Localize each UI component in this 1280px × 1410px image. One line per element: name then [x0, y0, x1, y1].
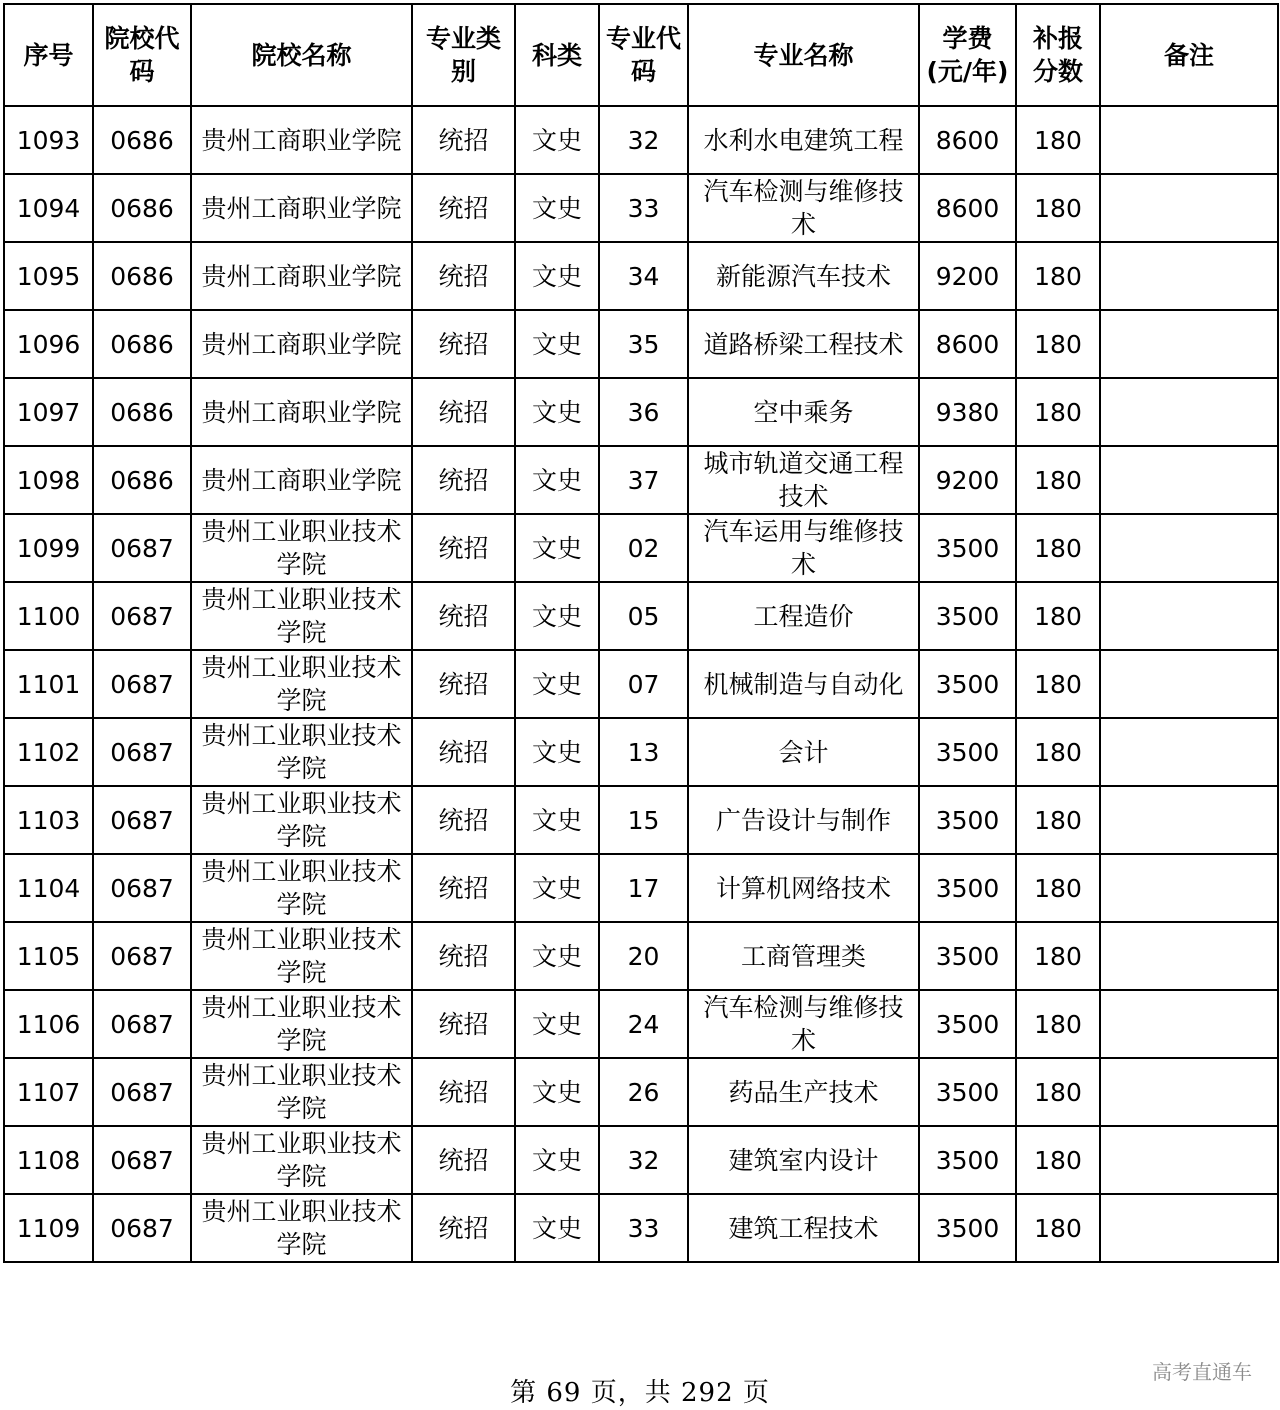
cell-remarks: [1100, 990, 1278, 1058]
cell-serial: 1107: [4, 1058, 93, 1126]
cell-major-code: 24: [599, 990, 688, 1058]
cell-tuition: 3500: [919, 1058, 1016, 1126]
cell-major-category: 统招: [412, 786, 515, 854]
cell-score: 180: [1016, 582, 1100, 650]
table-row: [4, 582, 1278, 650]
table-row: [4, 718, 1278, 786]
cell-major-code: 32: [599, 1126, 688, 1194]
cell-subject-type: 文史: [515, 922, 599, 990]
cell-score: 180: [1016, 786, 1100, 854]
cell-tuition: 8600: [919, 106, 1016, 174]
col-header-subject-type: 科类: [515, 4, 599, 106]
cell-major-code: 33: [599, 1194, 688, 1262]
cell-school-name: 贵州工业职业技术学院: [191, 514, 412, 582]
cell-major-category: 统招: [412, 1194, 515, 1262]
cell-major-code: 07: [599, 650, 688, 718]
cell-major-category: 统招: [412, 378, 515, 446]
cell-school-code: 0687: [93, 1194, 191, 1262]
cell-tuition: 3500: [919, 582, 1016, 650]
cell-remarks: [1100, 786, 1278, 854]
cell-serial: 1097: [4, 378, 93, 446]
cell-tuition: 3500: [919, 786, 1016, 854]
cell-major-code: 13: [599, 718, 688, 786]
cell-school-code: 0687: [93, 854, 191, 922]
cell-remarks: [1100, 1126, 1278, 1194]
cell-remarks: [1100, 1058, 1278, 1126]
admission-table: [3, 3, 1279, 1263]
cell-major-name: 建筑工程技术: [688, 1194, 919, 1262]
cell-subject-type: 文史: [515, 854, 599, 922]
col-header-school-name: 院校名称: [191, 4, 412, 106]
cell-score: 180: [1016, 514, 1100, 582]
cell-major-code: 33: [599, 174, 688, 242]
cell-major-code: 35: [599, 310, 688, 378]
cell-major-name: 水利水电建筑工程: [688, 106, 919, 174]
cell-serial: 1098: [4, 446, 93, 514]
cell-major-name: 计算机网络技术: [688, 854, 919, 922]
cell-major-code: 37: [599, 446, 688, 514]
table-row: [4, 650, 1278, 718]
cell-remarks: [1100, 514, 1278, 582]
table-row: [4, 310, 1278, 378]
cell-score: 180: [1016, 174, 1100, 242]
cell-score: 180: [1016, 106, 1100, 174]
cell-major-category: 统招: [412, 718, 515, 786]
cell-school-name: 贵州工商职业学院: [191, 446, 412, 514]
cell-school-name: 贵州工商职业学院: [191, 174, 412, 242]
cell-major-category: 统招: [412, 174, 515, 242]
col-header-tuition: 学费(元/年): [919, 4, 1016, 106]
cell-school-name: 贵州工业职业技术学院: [191, 1194, 412, 1262]
cell-school-code: 0687: [93, 1126, 191, 1194]
cell-remarks: [1100, 242, 1278, 310]
cell-subject-type: 文史: [515, 174, 599, 242]
cell-major-name: 空中乘务: [688, 378, 919, 446]
cell-major-code: 15: [599, 786, 688, 854]
cell-score: 180: [1016, 310, 1100, 378]
cell-subject-type: 文史: [515, 106, 599, 174]
cell-remarks: [1100, 718, 1278, 786]
cell-major-name: 工商管理类: [688, 922, 919, 990]
table-row: [4, 990, 1278, 1058]
cell-major-code: 32: [599, 106, 688, 174]
cell-major-category: 统招: [412, 1126, 515, 1194]
cell-tuition: 9200: [919, 242, 1016, 310]
cell-major-category: 统招: [412, 582, 515, 650]
cell-score: 180: [1016, 854, 1100, 922]
col-header-major-category: 专业类别: [412, 4, 515, 106]
cell-score: 180: [1016, 378, 1100, 446]
cell-school-code: 0687: [93, 990, 191, 1058]
cell-school-name: 贵州工业职业技术学院: [191, 718, 412, 786]
cell-school-name: 贵州工业职业技术学院: [191, 990, 412, 1058]
cell-remarks: [1100, 922, 1278, 990]
cell-tuition: 3500: [919, 718, 1016, 786]
cell-school-code: 0687: [93, 514, 191, 582]
cell-subject-type: 文史: [515, 786, 599, 854]
cell-remarks: [1100, 378, 1278, 446]
cell-major-category: 统招: [412, 1058, 515, 1126]
cell-school-name: 贵州工业职业技术学院: [191, 650, 412, 718]
watermark-text: 高考直通车: [1152, 1360, 1252, 1384]
cell-score: 180: [1016, 446, 1100, 514]
cell-school-code: 0686: [93, 242, 191, 310]
cell-school-name: 贵州工商职业学院: [191, 106, 412, 174]
table-row: [4, 922, 1278, 990]
cell-school-code: 0687: [93, 786, 191, 854]
cell-major-name: 广告设计与制作: [688, 786, 919, 854]
cell-major-name: 汽车运用与维修技术: [688, 514, 919, 582]
cell-serial: 1109: [4, 1194, 93, 1262]
cell-school-code: 0687: [93, 1058, 191, 1126]
cell-major-category: 统招: [412, 242, 515, 310]
cell-score: 180: [1016, 650, 1100, 718]
col-header-remarks: 备注: [1100, 4, 1278, 106]
cell-subject-type: 文史: [515, 718, 599, 786]
cell-major-name: 新能源汽车技术: [688, 242, 919, 310]
cell-remarks: [1100, 854, 1278, 922]
cell-score: 180: [1016, 718, 1100, 786]
cell-subject-type: 文史: [515, 1126, 599, 1194]
cell-major-code: 02: [599, 514, 688, 582]
cell-school-code: 0686: [93, 106, 191, 174]
cell-serial: 1106: [4, 990, 93, 1058]
cell-tuition: 8600: [919, 310, 1016, 378]
cell-school-name: 贵州工业职业技术学院: [191, 1058, 412, 1126]
cell-score: 180: [1016, 1126, 1100, 1194]
cell-major-category: 统招: [412, 310, 515, 378]
cell-school-code: 0687: [93, 922, 191, 990]
cell-major-name: 城市轨道交通工程技术: [688, 446, 919, 514]
cell-score: 180: [1016, 1058, 1100, 1126]
cell-major-name: 建筑室内设计: [688, 1126, 919, 1194]
cell-major-name: 道路桥梁工程技术: [688, 310, 919, 378]
cell-major-code: 36: [599, 378, 688, 446]
cell-remarks: [1100, 582, 1278, 650]
cell-major-code: 20: [599, 922, 688, 990]
cell-school-name: 贵州工商职业学院: [191, 242, 412, 310]
cell-remarks: [1100, 446, 1278, 514]
cell-subject-type: 文史: [515, 650, 599, 718]
cell-major-code: 17: [599, 854, 688, 922]
cell-subject-type: 文史: [515, 990, 599, 1058]
cell-tuition: 3500: [919, 514, 1016, 582]
cell-major-category: 统招: [412, 446, 515, 514]
cell-serial: 1108: [4, 1126, 93, 1194]
table-row: [4, 1194, 1278, 1262]
cell-tuition: 9200: [919, 446, 1016, 514]
cell-serial: 1101: [4, 650, 93, 718]
cell-subject-type: 文史: [515, 514, 599, 582]
cell-major-name: 药品生产技术: [688, 1058, 919, 1126]
cell-major-category: 统招: [412, 922, 515, 990]
cell-subject-type: 文史: [515, 446, 599, 514]
cell-major-code: 05: [599, 582, 688, 650]
cell-school-name: 贵州工业职业技术学院: [191, 1126, 412, 1194]
table-row: [4, 854, 1278, 922]
cell-major-category: 统招: [412, 106, 515, 174]
cell-score: 180: [1016, 1194, 1100, 1262]
cell-major-category: 统招: [412, 990, 515, 1058]
cell-major-name: 汽车检测与维修技术: [688, 990, 919, 1058]
cell-tuition: 3500: [919, 1126, 1016, 1194]
cell-tuition: 3500: [919, 854, 1016, 922]
cell-major-category: 统招: [412, 854, 515, 922]
table-row: [4, 106, 1278, 174]
page-footer: 第 69 页，共 292 页: [510, 1378, 770, 1408]
table-row: [4, 378, 1278, 446]
cell-school-name: 贵州工业职业技术学院: [191, 786, 412, 854]
cell-serial: 1095: [4, 242, 93, 310]
cell-school-code: 0686: [93, 174, 191, 242]
cell-tuition: 3500: [919, 990, 1016, 1058]
cell-score: 180: [1016, 922, 1100, 990]
cell-tuition: 9380: [919, 378, 1016, 446]
cell-remarks: [1100, 310, 1278, 378]
cell-remarks: [1100, 1194, 1278, 1262]
col-header-major-code: 专业代码: [599, 4, 688, 106]
cell-school-name: 贵州工商职业学院: [191, 378, 412, 446]
cell-serial: 1103: [4, 786, 93, 854]
table-row: [4, 174, 1278, 242]
cell-major-category: 统招: [412, 650, 515, 718]
cell-subject-type: 文史: [515, 378, 599, 446]
cell-tuition: 8600: [919, 174, 1016, 242]
cell-score: 180: [1016, 990, 1100, 1058]
cell-school-code: 0686: [93, 310, 191, 378]
cell-serial: 1102: [4, 718, 93, 786]
cell-remarks: [1100, 174, 1278, 242]
table-row: [4, 1058, 1278, 1126]
cell-serial: 1100: [4, 582, 93, 650]
cell-tuition: 3500: [919, 1194, 1016, 1262]
cell-major-code: 26: [599, 1058, 688, 1126]
cell-school-code: 0687: [93, 718, 191, 786]
cell-serial: 1094: [4, 174, 93, 242]
cell-subject-type: 文史: [515, 310, 599, 378]
cell-school-name: 贵州工商职业学院: [191, 310, 412, 378]
cell-major-code: 34: [599, 242, 688, 310]
cell-school-code: 0687: [93, 582, 191, 650]
cell-subject-type: 文史: [515, 1058, 599, 1126]
cell-remarks: [1100, 650, 1278, 718]
cell-serial: 1104: [4, 854, 93, 922]
cell-serial: 1093: [4, 106, 93, 174]
cell-school-code: 0686: [93, 378, 191, 446]
cell-tuition: 3500: [919, 922, 1016, 990]
cell-score: 180: [1016, 242, 1100, 310]
header-row: [4, 4, 1278, 106]
col-header-score: 补报分数: [1016, 4, 1100, 106]
cell-major-name: 汽车检测与维修技术: [688, 174, 919, 242]
cell-serial: 1099: [4, 514, 93, 582]
cell-serial: 1096: [4, 310, 93, 378]
cell-remarks: [1100, 106, 1278, 174]
cell-school-code: 0686: [93, 446, 191, 514]
table-row: [4, 786, 1278, 854]
cell-school-code: 0687: [93, 650, 191, 718]
cell-subject-type: 文史: [515, 1194, 599, 1262]
cell-major-name: 会计: [688, 718, 919, 786]
cell-tuition: 3500: [919, 650, 1016, 718]
cell-major-category: 统招: [412, 514, 515, 582]
cell-major-name: 机械制造与自动化: [688, 650, 919, 718]
cell-subject-type: 文史: [515, 582, 599, 650]
cell-major-name: 工程造价: [688, 582, 919, 650]
cell-school-name: 贵州工业职业技术学院: [191, 582, 412, 650]
cell-subject-type: 文史: [515, 242, 599, 310]
cell-school-name: 贵州工业职业技术学院: [191, 922, 412, 990]
col-header-major-name: 专业名称: [688, 4, 919, 106]
cell-serial: 1105: [4, 922, 93, 990]
col-header-school-code: 院校代码: [93, 4, 191, 106]
table-row: [4, 514, 1278, 582]
table-row: [4, 242, 1278, 310]
table-row: [4, 446, 1278, 514]
cell-school-name: 贵州工业职业技术学院: [191, 854, 412, 922]
table-row: [4, 1126, 1278, 1194]
col-header-serial: 序号: [4, 4, 93, 106]
